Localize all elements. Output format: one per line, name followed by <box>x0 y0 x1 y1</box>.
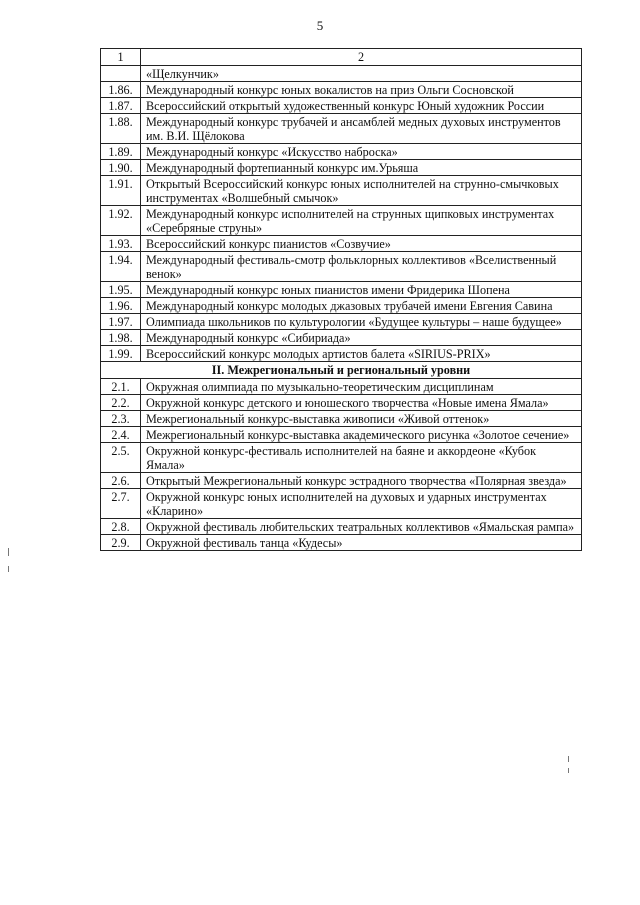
table-row <box>101 252 582 282</box>
scan-mark <box>8 548 9 556</box>
table-row <box>101 98 582 114</box>
row-number <box>101 66 141 82</box>
row-title: Международный фортепианный конкурс им.Урьяша <box>141 160 582 176</box>
table-row <box>101 346 582 362</box>
row-title: Окружной конкурс детского и юношеского творчества «Новые имена Ямала» <box>141 395 582 411</box>
row-title: Международный конкурс юных вокалистов на приз Ольги Сосновской <box>141 82 582 98</box>
row-number: 1.87. <box>101 98 141 114</box>
page-number: 5 <box>316 18 324 33</box>
row-number: 1.93. <box>101 236 141 252</box>
table-row <box>101 114 582 144</box>
row-number: 2.2. <box>101 395 141 411</box>
table-row <box>101 82 582 98</box>
row-title: Окружная олимпиада по музыкально-теоретическим дисциплинам <box>141 379 582 395</box>
table-row <box>101 330 582 346</box>
table-row <box>101 427 582 443</box>
table-row <box>101 160 582 176</box>
row-title: Всероссийский конкурс пианистов «Созвучие» <box>141 236 582 252</box>
table-row <box>101 206 582 236</box>
table-row <box>101 535 582 551</box>
row-number: 1.97. <box>101 314 141 330</box>
row-title: Окружной конкурс юных исполнителей на духовых и ударных инструментах «Кларино» <box>141 489 582 519</box>
table-row <box>101 489 582 519</box>
table-row <box>101 144 582 160</box>
row-title: Открытый Межрегиональный конкурс эстрадного творчества «Полярная звезда» <box>141 473 582 489</box>
row-number: 2.3. <box>101 411 141 427</box>
row-title: Межрегиональный конкурс-выставка академического рисунка «Золотое сечение» <box>141 427 582 443</box>
row-title: Окружной фестиваль танца «Кудесы» <box>141 535 582 551</box>
table-row <box>101 473 582 489</box>
competitions-table <box>100 48 582 551</box>
row-title: Международный конкурс исполнителей на струнных щипковых инструментах «Серебряные струны» <box>141 206 582 236</box>
row-title: Окружной фестиваль любительских театральных коллективов «Ямальская рампа» <box>141 519 582 535</box>
row-number: 2.6. <box>101 473 141 489</box>
row-title: Олимпиада школьников по культурологии «Будущее культуры – наше будущее» <box>141 314 582 330</box>
row-number: 1.88. <box>101 114 141 144</box>
section-title: II. Межрегиональный и региональный уровни <box>101 362 582 379</box>
table-row <box>101 66 582 82</box>
row-title: Всероссийский конкурс молодых артистов балета «SIRIUS-PRIX» <box>141 346 582 362</box>
row-number: 2.1. <box>101 379 141 395</box>
table-header-row <box>101 49 582 66</box>
row-number: 1.92. <box>101 206 141 236</box>
row-number: 1.86. <box>101 82 141 98</box>
row-number: 1.89. <box>101 144 141 160</box>
row-number: 1.94. <box>101 252 141 282</box>
column-header-title: 2 <box>141 49 582 66</box>
row-number: 2.8. <box>101 519 141 535</box>
table-row <box>101 314 582 330</box>
row-number: 1.98. <box>101 330 141 346</box>
table-row <box>101 395 582 411</box>
row-title: Международный конкурс молодых джазовых трубачей имени Евгения Савина <box>141 298 582 314</box>
row-title: Международный конкурс «Искусство наброска» <box>141 144 582 160</box>
scan-mark <box>568 756 569 762</box>
row-number: 1.90. <box>101 160 141 176</box>
row-number: 1.96. <box>101 298 141 314</box>
row-number: 2.7. <box>101 489 141 519</box>
table-row <box>101 411 582 427</box>
scan-mark <box>568 768 569 773</box>
row-title: Всероссийский открытый художественный конкурс Юный художник России <box>141 98 582 114</box>
column-header-number: 1 <box>101 49 141 66</box>
table-row <box>101 298 582 314</box>
row-title: Открытый Всероссийский конкурс юных исполнителей на струнно-смычковых инструментах «Волшебный смычок» <box>141 176 582 206</box>
table-row <box>101 443 582 473</box>
row-number: 2.4. <box>101 427 141 443</box>
section-header-row <box>101 362 582 379</box>
row-title: Межрегиональный конкурс-выставка живописи «Живой оттенок» <box>141 411 582 427</box>
table-row <box>101 282 582 298</box>
row-number: 2.5. <box>101 443 141 473</box>
row-number: 1.91. <box>101 176 141 206</box>
row-title: Окружной конкурс-фестиваль исполнителей на баяне и аккордеоне «Кубок Ямала» <box>141 443 582 473</box>
row-title: «Щелкунчик» <box>141 66 582 82</box>
row-number: 1.99. <box>101 346 141 362</box>
table-row <box>101 236 582 252</box>
row-title: Международный конкурс трубачей и ансамблей медных духовых инструментов им. В.И. Щёлокова <box>141 114 582 144</box>
table-row <box>101 519 582 535</box>
row-title: Международный конкурс «Сибириада» <box>141 330 582 346</box>
row-title: Международный фестиваль-смотр фольклорных коллективов «Вселиственный венок» <box>141 252 582 282</box>
scan-mark <box>8 566 9 572</box>
table-row <box>101 176 582 206</box>
row-number: 2.9. <box>101 535 141 551</box>
table-row <box>101 379 582 395</box>
row-number: 1.95. <box>101 282 141 298</box>
row-title: Международный конкурс юных пианистов имени Фридерика Шопена <box>141 282 582 298</box>
